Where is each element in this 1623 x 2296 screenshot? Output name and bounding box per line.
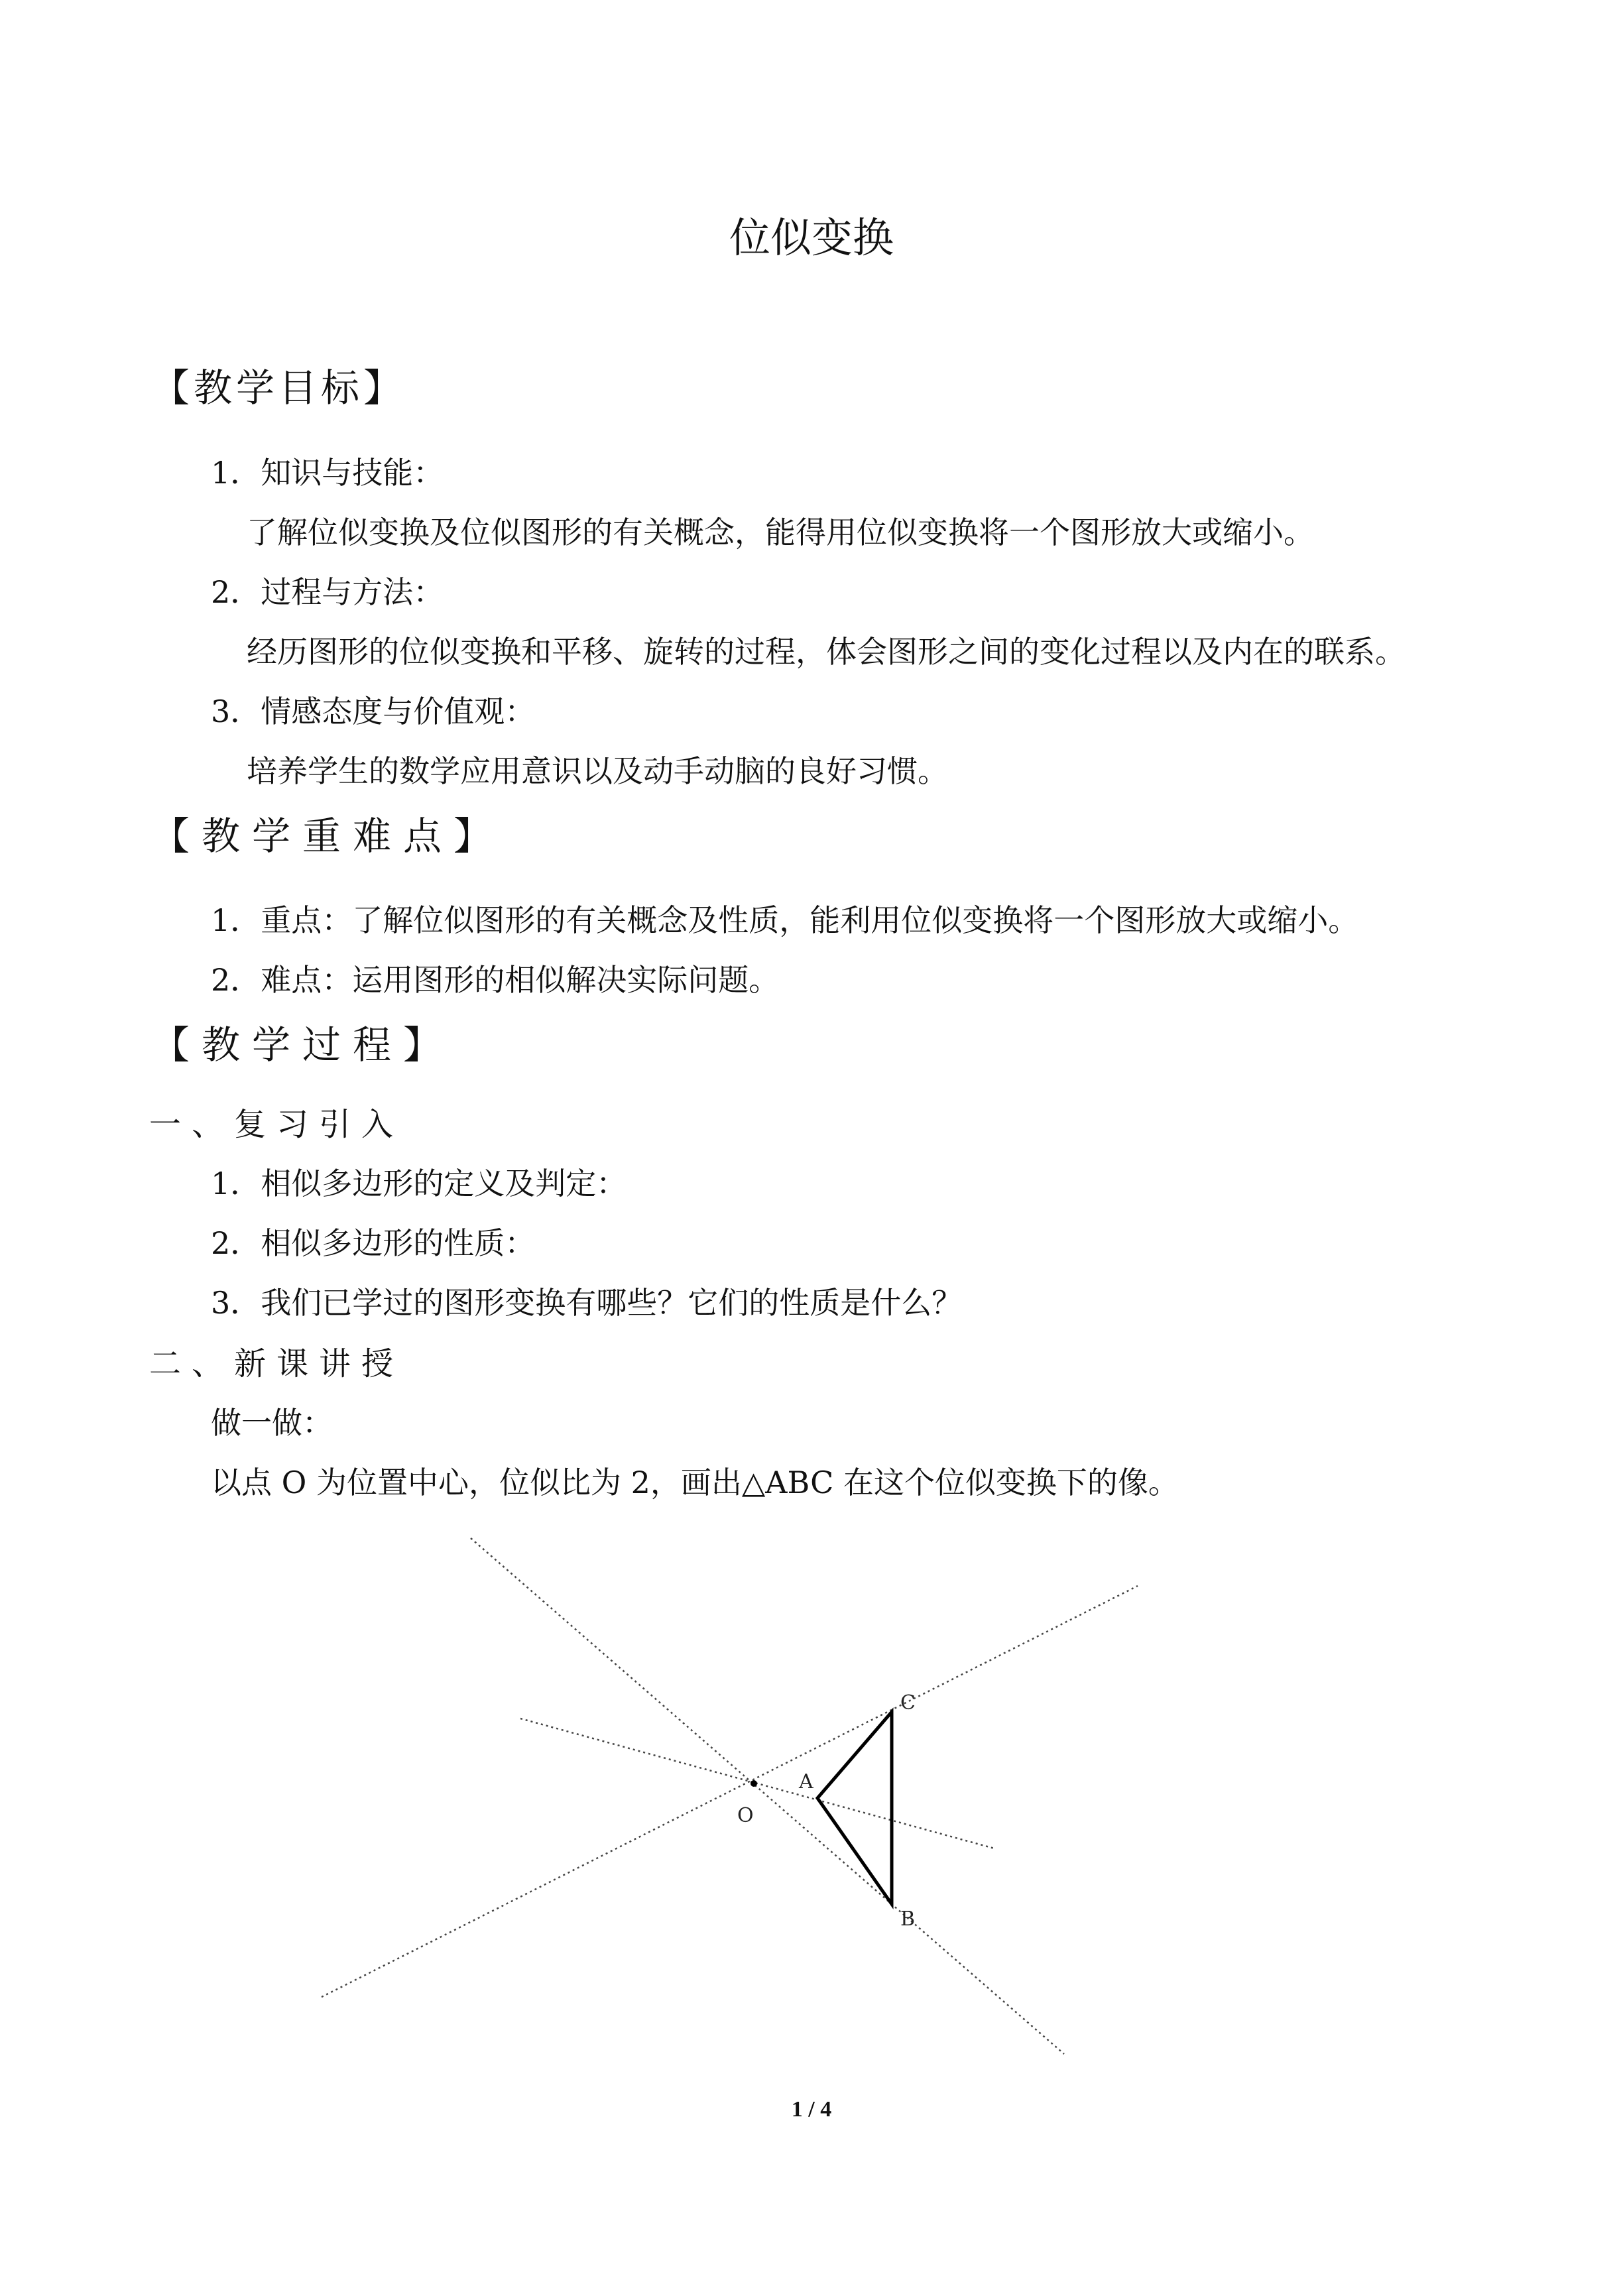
activity-task: 以点 O 为位置中心，位似比为 2，画出△ABC 在这个位似变换下的像。 xyxy=(211,1465,1179,1500)
objectives-heading: 【教学目标】 xyxy=(151,365,406,410)
key-points-heading: 【教学重难点】 xyxy=(151,814,505,859)
review-item-2: 2．相似多边形的性质： xyxy=(211,1225,536,1261)
objective-2-text: 经历图形的位似变换和平移、旋转的过程，体会图形之间的变化过程以及内在的联系。 xyxy=(247,634,1406,670)
key-point-1: 1．重点：了解位似图形的有关概念及性质，能利用位似变换将一个图形放大或缩小。 xyxy=(211,902,1359,938)
objective-3-label: 3．情感态度与价值观： xyxy=(211,694,536,729)
activity-label: 做一做： xyxy=(211,1405,333,1441)
objective-1-text: 了解位似变换及位似图形的有关概念，能得用位似变换将一个图形放大或缩小。 xyxy=(247,514,1314,550)
ray-ob-line xyxy=(471,1538,1064,2054)
process-heading: 【教学过程】 xyxy=(151,1022,454,1067)
review-item-1: 1．相似多边形的定义及判定： xyxy=(211,1166,627,1201)
label-a: A xyxy=(799,1770,813,1793)
page-title: 位似变换 xyxy=(729,213,894,262)
key-point-2: 2．难点：运用图形的相似解决实际问题。 xyxy=(211,962,780,998)
label-o: O xyxy=(737,1804,754,1827)
review-item-3: 3．我们已学过的图形变换有哪些？它们的性质是什么？ xyxy=(211,1285,963,1321)
objective-1-label: 1．知识与技能： xyxy=(211,455,444,491)
ray-oc-line xyxy=(322,1586,1138,1997)
new-lesson-heading: 二、新课讲授 xyxy=(149,1345,404,1382)
label-c: C xyxy=(900,1691,916,1715)
objective-3-text: 培养学生的数学应用意识以及动手动脑的良好习惯。 xyxy=(247,753,948,789)
point-o xyxy=(751,1780,757,1787)
label-b: B xyxy=(900,1907,916,1931)
objective-2-label: 2．过程与方法： xyxy=(211,574,444,610)
page-number: 1 / 4 xyxy=(791,2097,832,2122)
review-heading: 一、复习引入 xyxy=(149,1106,404,1143)
ray-oa-line xyxy=(520,1719,994,1848)
